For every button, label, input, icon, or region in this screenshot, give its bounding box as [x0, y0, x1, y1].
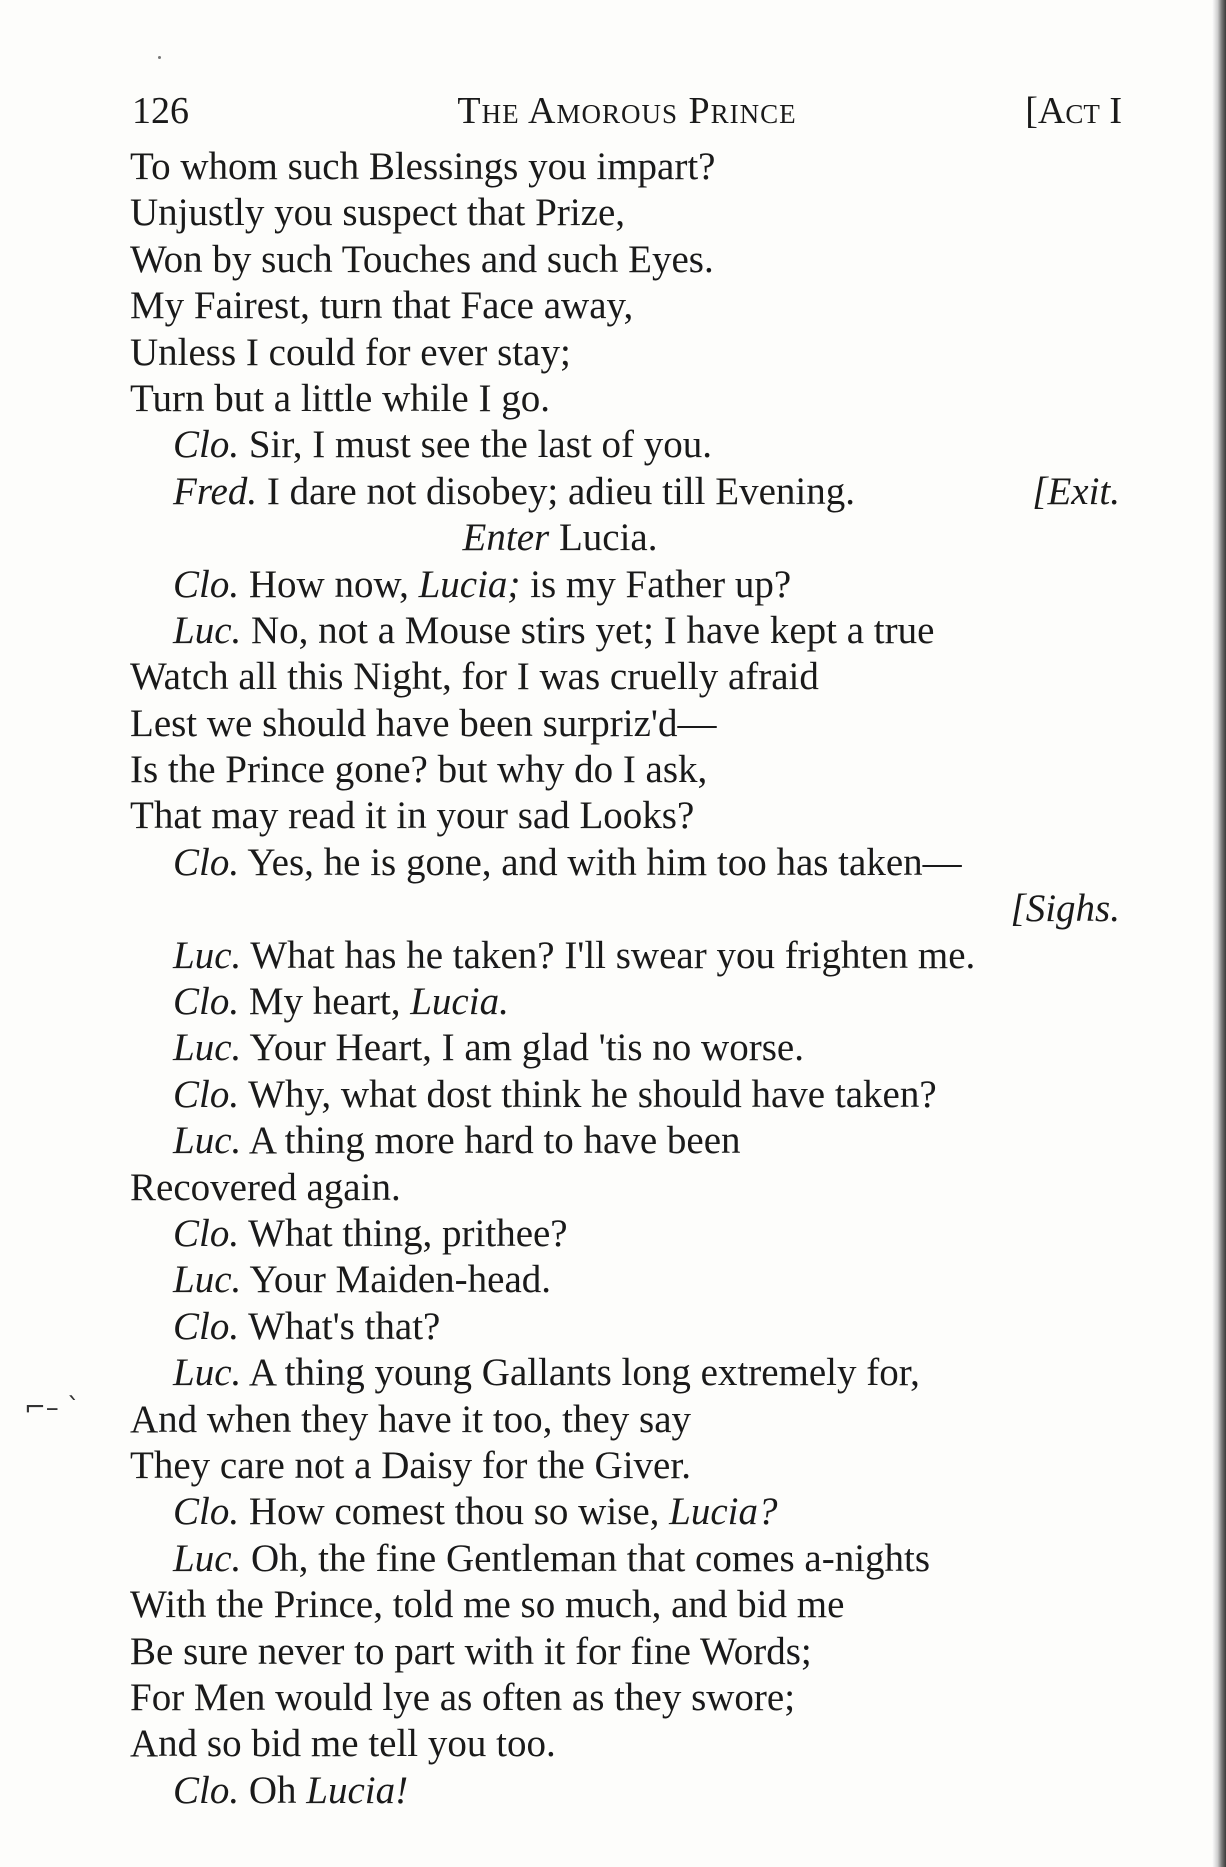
verse-text: That may read it in your sad Looks?: [130, 794, 695, 838]
line-content: [130, 376, 550, 422]
speaker-name: Luc.: [173, 1026, 242, 1070]
line-content: [130, 1721, 556, 1767]
stage-direction: [Exit.: [1032, 469, 1120, 513]
line-content: [130, 330, 571, 376]
speech-text: Sir, I must see the last of you.: [239, 423, 712, 467]
page-number: 126: [132, 90, 189, 132]
speech-text: Your Maiden-head.: [241, 1258, 552, 1302]
text-line: [0, 608, 1226, 654]
line-content: [130, 701, 716, 747]
stage-direction: [Sighs.: [1010, 887, 1120, 931]
italic-name: Lucia.: [410, 980, 509, 1024]
text-line: [0, 1768, 1226, 1814]
verse-text: They care not a Daisy for the Giver.: [130, 1443, 691, 1487]
text-line: [0, 1165, 1226, 1211]
text-line: [0, 1350, 1226, 1396]
speech-text: I dare not disobey; adieu till Evening.: [257, 469, 855, 513]
verse-text: For Men would lye as often as they swore;: [130, 1675, 796, 1719]
verse-text: Won by such Touches and such Eyes.: [130, 237, 714, 281]
text-line: [0, 747, 1226, 793]
text-line: [0, 1257, 1226, 1303]
text-line: [0, 422, 1226, 468]
italic-name: Lucia;: [418, 562, 521, 606]
verse-text: Turn but a little while I go.: [130, 376, 550, 420]
speaker-name: Luc.: [173, 1351, 242, 1395]
speech-text: Why, what dost think he should have taken?: [239, 1072, 937, 1116]
text-line: [0, 979, 1226, 1025]
line-content: [130, 1443, 691, 1489]
line-content: [130, 747, 707, 793]
line-content: [130, 283, 633, 329]
verse-text: Unjustly you suspect that Prize,: [130, 191, 626, 235]
verse-text: With the Prince, told me so much, and bid me: [130, 1583, 845, 1627]
line-content: [130, 793, 694, 839]
speaker-name: Luc.: [173, 1536, 242, 1580]
line-content: [130, 190, 625, 236]
speaker-name: Luc.: [173, 608, 242, 652]
text-line: [0, 793, 1226, 839]
line-content: [173, 840, 962, 886]
line-content: [173, 562, 791, 608]
line-content: [173, 1072, 937, 1118]
line-content: [130, 1675, 795, 1721]
text-line: [0, 283, 1226, 329]
speaker-name: Clo.: [173, 1072, 240, 1116]
text-line: [0, 237, 1226, 283]
running-title: The Amorous Prince: [457, 90, 797, 132]
speech-text: is my Father up?: [520, 562, 792, 606]
speaker-name: Clo.: [173, 840, 240, 884]
line-content: [1011, 886, 1120, 932]
text-line: [0, 1675, 1226, 1721]
line-content: [173, 608, 934, 654]
text-line: [0, 1072, 1226, 1118]
verse-text: Lest we should have been surpriz'd—: [130, 701, 717, 745]
play-text: [0, 144, 1226, 1814]
speaker-name: Clo.: [173, 1768, 240, 1812]
running-header: [132, 86, 1122, 136]
line-content: [130, 1397, 691, 1443]
line-content: [173, 1025, 804, 1071]
line-content: [173, 1536, 930, 1582]
text-line: [0, 933, 1226, 979]
line-content: [130, 144, 715, 190]
speaker-name: Fred.: [173, 469, 258, 513]
line-content: [173, 1304, 440, 1350]
speaker-name: Clo.: [173, 423, 240, 467]
speaker-name: Clo.: [173, 1490, 240, 1534]
line-content: [130, 1582, 844, 1628]
text-line: [0, 1304, 1226, 1350]
line-content: [130, 1629, 812, 1675]
character-name: Lucia.: [549, 516, 658, 560]
line-content: [130, 1165, 401, 1211]
speech-text: Oh: [239, 1768, 307, 1812]
speaker-name: Clo.: [173, 980, 240, 1024]
speech-text: How now,: [239, 562, 419, 606]
verse-text: And when they have it too, they say: [130, 1397, 692, 1441]
text-line: [0, 562, 1226, 608]
text-line: [0, 144, 1226, 190]
speech-text: Your Heart, I am glad 'tis no worse.: [241, 1026, 804, 1070]
speech-text: A thing young Gallants long extremely for,: [241, 1351, 920, 1395]
text-line: [0, 1443, 1226, 1489]
line-content: [173, 933, 975, 979]
verse-text: Unless I could for ever stay;: [130, 330, 571, 374]
line-content: [173, 422, 712, 468]
speech-text: How comest thou so wise,: [239, 1490, 670, 1534]
text-line: [0, 1025, 1226, 1071]
verse-text: And so bid me tell you too.: [130, 1722, 556, 1766]
text-line: [0, 1721, 1226, 1767]
speaker-name: Luc.: [173, 1258, 242, 1302]
italic-name: Lucia!: [306, 1768, 409, 1812]
speaker-name: Luc.: [173, 1119, 242, 1163]
text-line: [0, 1397, 1226, 1443]
text-line: [0, 1536, 1226, 1582]
text-line: [0, 840, 1226, 886]
speaker-name: Clo.: [173, 1304, 240, 1348]
margin-pencil-mark: ⌐– ˋ: [24, 1393, 81, 1423]
verse-text: Is the Prince gone? but why do I ask,: [130, 748, 708, 792]
verse-text: Be sure never to part with it for fine Words;: [130, 1629, 812, 1673]
line-content: [173, 1768, 408, 1814]
text-line: [0, 1118, 1226, 1164]
speech-text: A thing more hard to have been: [241, 1119, 741, 1163]
ink-speck: [158, 56, 161, 59]
verse-text: To whom such Blessings you impart?: [130, 145, 716, 188]
line-content: [173, 979, 509, 1025]
line-content: [173, 1211, 568, 1257]
line-content: [173, 1350, 920, 1396]
italic-name: Lucia?: [669, 1490, 778, 1534]
speech-text: Oh, the fine Gentleman that comes a-nights: [241, 1536, 931, 1580]
stage-direction: Enter: [462, 516, 550, 560]
line-content: [0, 515, 1120, 561]
speech-text: Yes, he is gone, and with him too has taken—: [239, 840, 962, 884]
speaker-name: Clo.: [173, 562, 240, 606]
speech-text: What thing, prithee?: [239, 1211, 568, 1255]
text-line: [0, 1211, 1226, 1257]
speaker-name: Clo.: [173, 1211, 240, 1255]
speech-text: What's that?: [239, 1304, 441, 1348]
text-line: [0, 376, 1226, 422]
text-line: [0, 701, 1226, 747]
text-line: [0, 1629, 1226, 1675]
text-line: [0, 1582, 1226, 1628]
verse-text: Recovered again.: [130, 1165, 401, 1209]
line-content: [130, 654, 819, 700]
text-line: [0, 330, 1226, 376]
verse-text: Watch all this Night, for I was cruelly afraid: [130, 655, 819, 699]
speech-text: My heart,: [239, 980, 411, 1024]
text-line: [0, 190, 1226, 236]
verse-text: My Fairest, turn that Face away,: [130, 284, 634, 328]
page-edge-shadow: [1212, 0, 1226, 1867]
speaker-name: Luc.: [173, 933, 242, 977]
text-line: [0, 1489, 1226, 1535]
line-content: [130, 237, 714, 283]
line-content: [173, 1118, 741, 1164]
text-line: [0, 886, 1226, 932]
line-content: [173, 1489, 778, 1535]
text-line: [0, 469, 1226, 515]
act-marker: [Act I: [1025, 90, 1122, 132]
speech-text: No, not a Mouse stirs yet; I have kept a true: [241, 608, 935, 652]
line-content: [173, 1257, 551, 1303]
text-line: [0, 515, 1226, 561]
speech-text: What has he taken? I'll swear you frighten me.: [241, 933, 976, 977]
line-content: [173, 469, 855, 515]
text-line: [0, 654, 1226, 700]
